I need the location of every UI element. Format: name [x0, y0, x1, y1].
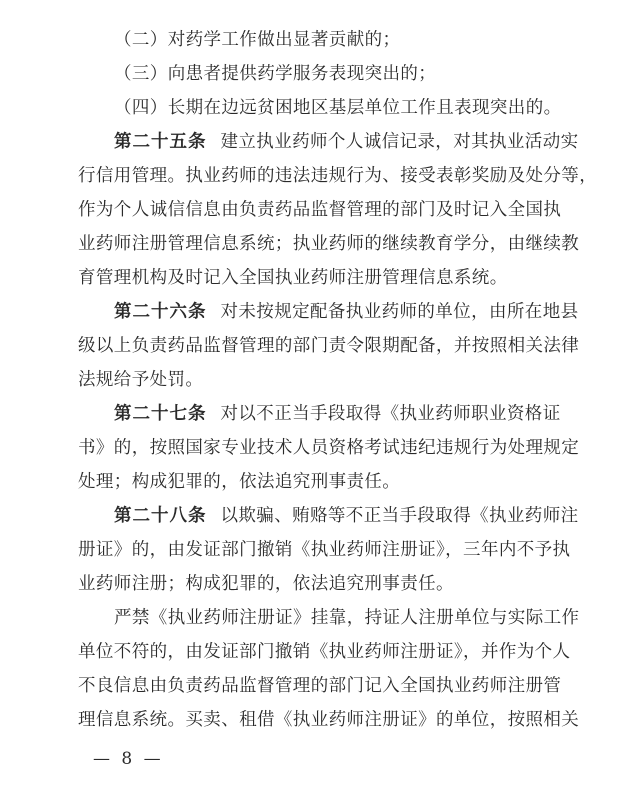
body-text-line: 级以上负责药品监督管理的部门责令限期配备，并按照相关法律: [78, 336, 580, 356]
article-heading: 第二十七条: [114, 404, 207, 424]
article-28-first-line: [114, 504, 594, 528]
article-heading: 第二十八条: [114, 506, 207, 526]
list-item: （二）对药学工作做出显著贡献的；: [114, 30, 401, 50]
body-text-line: 处理；构成犯罪的，依法追究刑事责任。: [78, 472, 401, 492]
body-text-line: 业药师注册；构成犯罪的，依法追究刑事责任。: [78, 574, 454, 594]
body-text-line: 严禁《执业药师注册证》挂靠，持证人注册单位与实际工作: [114, 608, 580, 628]
article-27-first-line: [114, 402, 594, 426]
body-text-line: 法规给予处罚。: [78, 370, 204, 390]
list-item: （三）向患者提供药学服务表现突出的；: [114, 64, 437, 84]
page-number: — 8 —: [93, 749, 164, 769]
body-text-line: 册证》的，由发证部门撤销《执业药师注册证》，三年内不予执: [78, 540, 571, 560]
body-text-line: 书》的，按照国家专业技术人员资格考试违纪违规行为处理规定: [78, 438, 580, 458]
body-text-line: 理信息系统。买卖、租借《执业药师注册证》的单位，按照相关: [78, 710, 580, 730]
article-text: 建立执业药师个人诚信记录，对其执业活动实: [220, 132, 579, 152]
article-26-first-line: [114, 300, 594, 324]
article-text: 以欺骗、贿赂等不正当手段取得《执业药师注: [220, 506, 579, 526]
body-text-line: 不良信息由负责药品监督管理的部门记入全国执业药师注册管: [78, 676, 562, 696]
body-text-line: 业药师注册管理信息系统；执业药师的继续教育学分，由继续教: [78, 234, 580, 254]
article-heading: 第二十六条: [114, 302, 207, 322]
article-25-first-line: [114, 130, 594, 154]
article-heading: 第二十五条: [114, 132, 207, 152]
body-text-line: 作为个人诚信信息由负责药品监督管理的部门及时记入全国执: [78, 200, 562, 220]
article-text: 对未按规定配备执业药师的单位，由所在地县: [220, 302, 579, 322]
list-item: （四）长期在边远贫困地区基层单位工作且表现突出的。: [114, 98, 562, 118]
body-text-line: 行信用管理。执业药师的违法违规行为、接受表彰奖励及处分等，: [78, 166, 598, 186]
article-text: 对以不正当手段取得《执业药师职业资格证: [220, 404, 561, 424]
body-text-line: 单位不符的，由发证部门撤销《执业药师注册证》，并作为个人: [78, 642, 571, 662]
body-text-line: 育管理机构及时记入全国执业药师注册管理信息系统。: [78, 268, 508, 288]
